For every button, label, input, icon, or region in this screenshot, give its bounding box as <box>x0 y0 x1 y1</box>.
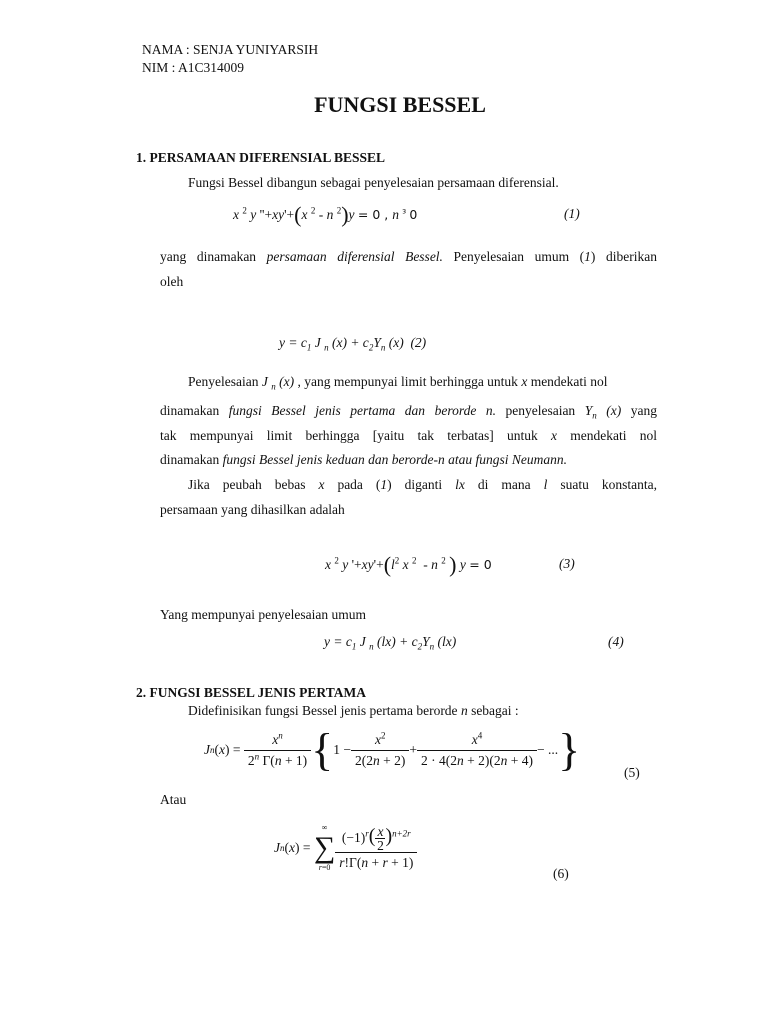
equation-3-number: (3) <box>559 556 575 571</box>
equation-4: $y = c_1$ J $_n$ $(lx) + c_2Y_n$ (lx) <box>324 634 457 652</box>
paragraph-1-line-2: oleh <box>160 274 184 289</box>
equation-5-term-3: $\frac{x^4}{2 \cdot 4(2n + 2)(2n + 4)}$ <box>417 730 537 771</box>
paragraph-1-line-1: yang dinamakan persamaan diferensial Bessel. Penyelesaian umum (1) diberikan <box>160 249 657 264</box>
equation-3: x $^2$ y '$+xy'+(l^2$ x $^2$ - n $^2$ ) y = 0 <box>325 552 492 577</box>
page-title: FUNGSI BESSEL <box>314 92 486 117</box>
paragraph-2-line-4: dinamakan fungsi Bessel jenis keduan dan berorde-n atau fungsi Neumann. <box>160 452 567 467</box>
equation-1: x $^2$ y ''+xy'+(x $^2$ - n $^2$)y = 0 , n $^з$ 0 <box>233 202 418 227</box>
section-2-intro: Didefinisikan fungsi Bessel jenis pertama berorde n sebagai : <box>188 703 519 718</box>
paragraph-3-line-2: persamaan yang dihasilkan adalah <box>160 502 345 517</box>
equation-5-term-2: $\frac{x^2}{2(2n + 2)}$ <box>351 730 409 771</box>
summation-sign: ∞ ∑ r=0 <box>313 823 336 872</box>
section-1-heading: 1. PERSAMAAN DIFERENSIAL BESSEL <box>136 150 386 165</box>
equation-6: J n ( x ) = ∞ ∑ r=0 $(-1)^r$( $\frac{x}{2}$ )$^{n+2r}$ r!Γ(n + r + 1) <box>274 815 417 881</box>
equation-4-number: (4) <box>608 634 624 649</box>
atau-label: Atau <box>160 792 187 807</box>
paragraph-3-line-1: Jika peubah bebas x pada (1) diganti lx di mana l suatu konstanta, <box>188 477 657 492</box>
equation-6-fraction: $(-1)^r$( $\frac{x}{2}$ )$^{n+2r}$ r!Γ(n + r + 1) <box>335 823 417 873</box>
equation-5: J n ( x ) = $\frac{x^n}{2^n \Gamma(n + 1)}$ { 1 − $\frac{x^2}{2(2n + 2)}$ + $\frac{x^4}{2 \cdot 4(2n + 2)(2n + 4)}$ − ... } <box>204 724 581 775</box>
equation-6-number: (6) <box>553 866 569 881</box>
paragraph-2-line-3: tak mempunyai limit berhingga [yaitu tak terbatas] untuk x mendekati nol <box>160 428 657 443</box>
equation-2: $y = c_1$ J $_n$ $(x) + c_2Y_n$ (x) (2) <box>279 335 427 353</box>
section-2-heading: 2. FUNGSI BESSEL JENIS PERTAMA <box>136 685 366 700</box>
paragraph-4: Yang mempunyai penyelesaian umum <box>160 607 366 622</box>
equation-5-prefactor: $\frac{x^n}{2^n \Gamma(n + 1)}$ <box>244 730 311 771</box>
student-nim: NIM : A1C314009 <box>142 60 245 75</box>
equation-2-number: (2) <box>410 335 427 350</box>
paragraph-2-line-1: Penyelesaian J $_n$ (x) , yang mempunyai limit berhingga untuk x mendekati nol <box>188 374 608 392</box>
paragraph-2-line-2: dinamakan fungsi Bessel jenis pertama dan berorde n. penyelesaian $Y_n$ (x) yang <box>160 403 657 421</box>
equation-5-number: (5) <box>624 765 640 780</box>
section-1-intro: Fungsi Bessel dibangun sebagai penyelesaian persamaan diferensial. <box>188 175 559 190</box>
student-name: NAMA : SENJA YUNIYARSIH <box>142 42 319 57</box>
equation-1-number: (1) <box>564 206 580 221</box>
